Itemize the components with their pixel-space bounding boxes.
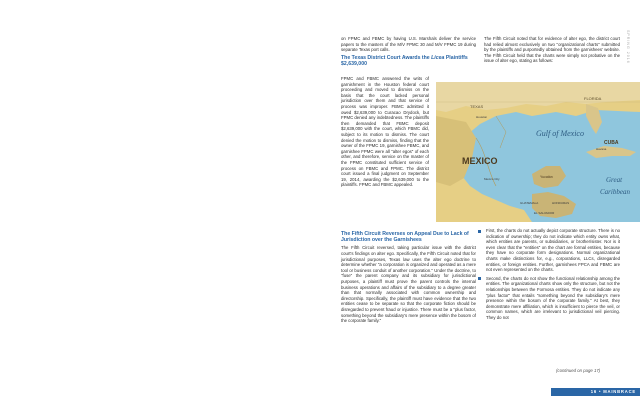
heading-italic: Licea xyxy=(431,54,445,61)
bullet-square-icon xyxy=(478,230,481,233)
bullet-square-icon xyxy=(478,277,481,280)
map-label-texas: TEXAS xyxy=(470,104,484,109)
column-one-narrow xyxy=(341,76,429,190)
footer-bar xyxy=(551,388,640,396)
map-label-great: Great xyxy=(606,176,623,184)
bullet-item xyxy=(478,276,620,321)
section-heading-texas xyxy=(341,55,476,67)
map-label-guatemala: GUATEMALA xyxy=(520,201,539,205)
intro-paragraph: on FPMC and FBMC by having U.S. Marshals deliver the service papers to the masters of the M/V FPMC 30 and M/V FPMC 19 during separate Texas port calls. xyxy=(341,36,476,53)
section-heading-fifth-circuit: The Fifth Circuit Reverses on Appeal Due to Lack of Jurisdiction over the Garnishees xyxy=(341,231,469,244)
map-label-gulf: Gulf of Mexico xyxy=(536,129,584,138)
column-one-top xyxy=(341,36,476,69)
side-tab-label: SPRING 2016 xyxy=(626,30,630,64)
blank-margin xyxy=(0,0,300,414)
bullet-list xyxy=(478,228,620,324)
side-tab xyxy=(624,30,636,90)
heading-suffix: Plaintiffs $2,639,000 xyxy=(341,54,468,67)
column-one-bottom xyxy=(341,229,476,326)
charts-paragraph: The Fifth Circuit noted that for evidence of alter ego, the district court had relied almost exclusively on two "organizational charts" submitted by the plaintiffs and purportedly obtained from the garnishees' website. The Fifth Circuit held that the charts were simply not probative on the issue of alter ego, stating as follows: xyxy=(484,36,620,64)
heading-prefix: The Texas District Court Awards the xyxy=(341,54,432,61)
map-label-el-salvador: EL SALVADOR xyxy=(534,211,555,215)
map-label-mexico: MEXICO xyxy=(462,156,498,166)
footer-page-label: 16 • MAINBRACE xyxy=(590,389,636,394)
column-two-top xyxy=(484,36,620,66)
map-label-honduras: HONDURAS xyxy=(552,201,570,205)
fifth-circuit-paragraph: The Fifth Circuit reversed, taking particular issue with the district court's findings on alter ego. Specifically, the Fifth Circuit noted that for jurisdictional purposes, Texas law uses the alter ego doctrine to determine whether "a corporation is organized and operated as a mere tool or business conduit of another corporation." Under the doctrine, to "fuse" the parent company and its subsidiary for jurisdictional purposes, a plaintiff must prove the parent controls the internal business operations and affairs of the subsidiary to a degree greater than that normally associated with common ownership and directorship. Specifically, the plaintiff must have evidence that the two entities cease to be separate so that the corporate fiction should be disregarded to prevent fraud or injustice. There must be a "plus factor, something beyond the subsidiary's mere presence within the bosom of the corporate family." xyxy=(341,245,476,324)
bullet-item xyxy=(478,228,620,273)
texas-paragraph: FPMC and FBMC answered the writs of garnishment in the Houston federal court proceeding and moved to dismiss on the basis that the court lacked personal jurisdiction over them and that service of process was improper. FBMC admitted it owed $2,639,000 to Curacao Drydock, but FPMC denied any indebtedness. The plaintiffs then demanded that FBMC deposit $2,639,000 with the court, which FBMC did, subject to its motion to dismiss. The court denied the motion to dismiss, finding that the owner of the FPMC 19, garnishee FBMC, and garnishee FPMC were all "alter egos" of each other, and therefore, service on the master of the FPMC constituted sufficient service of process on FBMC and FPMC. The district court issued a final judgment on September 19, 2014, awarding the $2,639,000 to the plaintiffs. FPMC and FBMC appealed. xyxy=(341,76,429,188)
continued-note: (continued on page 17) xyxy=(556,368,601,373)
bullet-text: Second, the charts do not show the functional relationship among the entities. The organizational charts show only the structure, but not the relationships between the Formosa entities. They do not indicate any "plus factor" that entails "something beyond the subsidiary's mere presence within the bosom of the corporate family." At best, they demonstrate mere affiliation, which is insufficient to pierce the veil, or common names, which are irrelevant to jurisdictional veil piercing. They do not xyxy=(486,275,620,320)
map-label-caribbean: Caribbean xyxy=(600,188,630,196)
map-label-houston: Houston xyxy=(476,115,488,119)
bullet-text: First, the charts do not actually depict corporate structure. There is no indication of ownership; they do not indicate which entity owns what, which entities are parents, or subsidiaries, or brother/sister. Nor is it even clear that the "entities" on the chart are formal entities, because they have no corporate form designations. Normal organizational charts make distinctions for, e.g., corporations, LLCs, disregarded entities, or foreign entities. Further, garnishees FPCA and FBMC are not even represented on the charts. xyxy=(486,228,620,273)
gulf-of-mexico-map xyxy=(436,82,640,222)
map-label-cuba: CUBA xyxy=(604,140,619,146)
map-label-havana: Havana xyxy=(596,147,607,151)
map-label-yucatan: Yucatán xyxy=(540,175,553,179)
map-label-mexico-city: Mexico City xyxy=(484,177,500,181)
map-label-florida: FLORIDA xyxy=(584,96,602,101)
